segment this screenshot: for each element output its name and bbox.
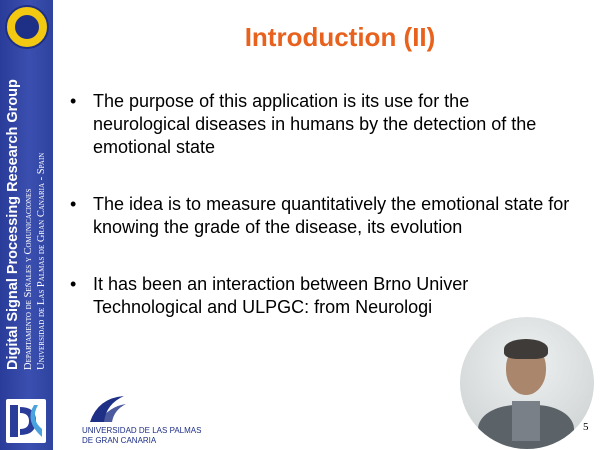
- bullet-text: The idea is to measure quantitatively the emotional state for knowing the grade of the disease, its evolution: [93, 194, 570, 237]
- page-number: 5: [583, 421, 589, 433]
- bullet-list: [70, 90, 570, 319]
- ulpgc-logo-text: [82, 426, 212, 445]
- webcam-overlay: [460, 317, 594, 449]
- bullet-item: [70, 193, 570, 239]
- ulpgc-line-1: UNIVERSIDAD DE LAS PALMAS: [82, 426, 202, 435]
- bullet-text: The purpose of this application is its use for the neurological diseases in humans by the detection of the emotional state: [93, 91, 537, 157]
- bullet-item: [70, 90, 570, 159]
- department-name: Departamento de Señales y Comunicaciones: [22, 188, 34, 370]
- university-seal-logo: [5, 5, 49, 49]
- presenter-shirt: [512, 401, 540, 441]
- ulpgc-logo-mark: [88, 394, 128, 424]
- sidebar: [0, 0, 53, 450]
- seal-center: [13, 13, 41, 41]
- sidebar-vertical-text: [0, 54, 52, 374]
- bullet-text: It has been an interaction between Brno Univer: [93, 274, 469, 294]
- group-name: Digital Signal Processing Research Group: [4, 79, 21, 370]
- bullet-text-continued: Technological and ULPGC: from Neurologi: [93, 297, 433, 317]
- ulpgc-line-2: DE GRAN CANARIA: [82, 435, 157, 445]
- dsp-group-logo: [6, 399, 46, 443]
- slide-title: Introduction (II): [244, 22, 436, 52]
- bullet-dot: •: [70, 194, 77, 214]
- university-name: Universidad de Las Palmas de Gran Canaria - Spain: [35, 152, 47, 370]
- bullet-dot: •: [70, 274, 77, 294]
- presenter-hair: [504, 339, 548, 359]
- bullet-dot: •: [70, 91, 77, 111]
- bullet-item: [70, 273, 570, 319]
